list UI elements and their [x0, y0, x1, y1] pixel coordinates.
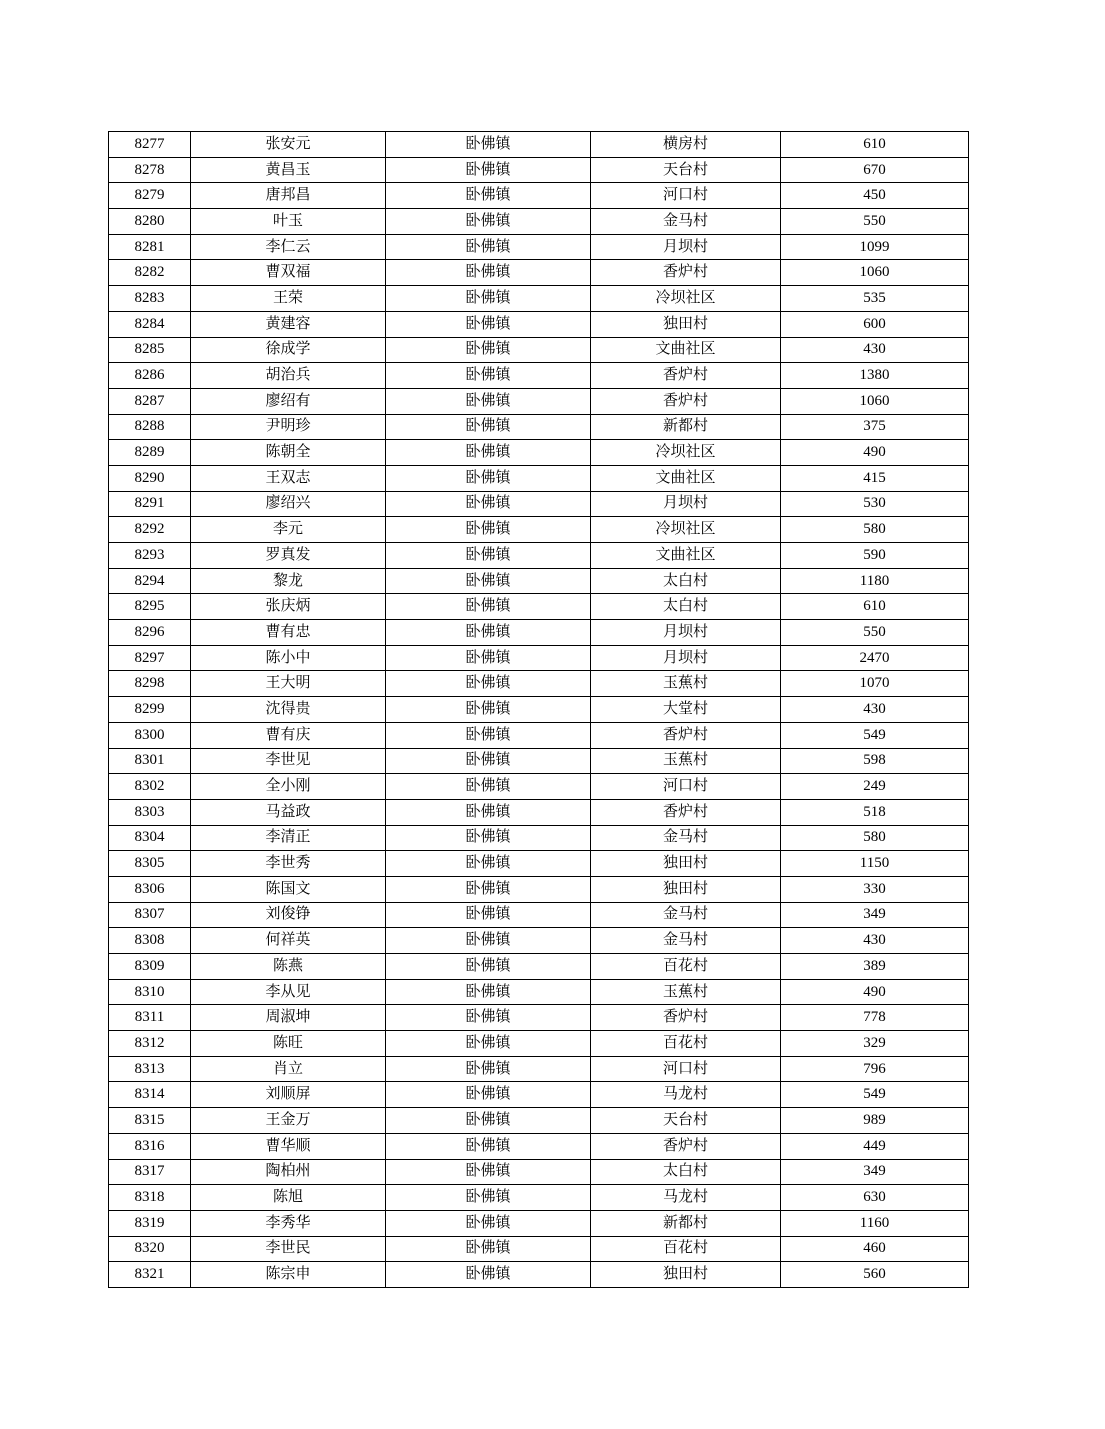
cell-name: 周淑坤 — [191, 1005, 386, 1031]
cell-amount: 1180 — [781, 568, 969, 594]
cell-amount: 600 — [781, 311, 969, 337]
cell-id: 8299 — [109, 697, 191, 723]
cell-town: 卧佛镇 — [386, 568, 591, 594]
cell-name: 陈宗申 — [191, 1262, 386, 1288]
cell-name: 叶玉 — [191, 209, 386, 235]
cell-name: 徐成学 — [191, 337, 386, 363]
cell-amount: 490 — [781, 440, 969, 466]
cell-amount: 535 — [781, 286, 969, 312]
cell-village: 大堂村 — [591, 697, 781, 723]
cell-name: 廖绍有 — [191, 388, 386, 414]
cell-id: 8282 — [109, 260, 191, 286]
table-row — [109, 928, 969, 954]
cell-id: 8296 — [109, 620, 191, 646]
cell-village: 马龙村 — [591, 1185, 781, 1211]
cell-id: 8304 — [109, 825, 191, 851]
table-row — [109, 440, 969, 466]
cell-amount: 580 — [781, 517, 969, 543]
cell-town: 卧佛镇 — [386, 157, 591, 183]
cell-village: 香炉村 — [591, 722, 781, 748]
cell-id: 8278 — [109, 157, 191, 183]
cell-id: 8295 — [109, 594, 191, 620]
cell-name: 黎龙 — [191, 568, 386, 594]
cell-town: 卧佛镇 — [386, 697, 591, 723]
cell-town: 卧佛镇 — [386, 1133, 591, 1159]
cell-amount: 549 — [781, 722, 969, 748]
cell-town: 卧佛镇 — [386, 260, 591, 286]
cell-village: 新都村 — [591, 1210, 781, 1236]
cell-name: 刘顺屏 — [191, 1082, 386, 1108]
cell-town: 卧佛镇 — [386, 363, 591, 389]
cell-village: 太白村 — [591, 1159, 781, 1185]
cell-village: 香炉村 — [591, 799, 781, 825]
cell-amount: 1380 — [781, 363, 969, 389]
cell-name: 王荣 — [191, 286, 386, 312]
cell-town: 卧佛镇 — [386, 825, 591, 851]
cell-name: 全小刚 — [191, 774, 386, 800]
cell-amount: 1060 — [781, 388, 969, 414]
cell-id: 8284 — [109, 311, 191, 337]
table-row — [109, 260, 969, 286]
cell-id: 8279 — [109, 183, 191, 209]
table-row — [109, 465, 969, 491]
cell-town: 卧佛镇 — [386, 928, 591, 954]
cell-id: 8285 — [109, 337, 191, 363]
cell-town: 卧佛镇 — [386, 902, 591, 928]
table-row — [109, 543, 969, 569]
cell-amount: 1060 — [781, 260, 969, 286]
cell-amount: 989 — [781, 1108, 969, 1134]
cell-town: 卧佛镇 — [386, 954, 591, 980]
cell-village: 月坝村 — [591, 620, 781, 646]
cell-id: 8321 — [109, 1262, 191, 1288]
cell-id: 8294 — [109, 568, 191, 594]
cell-name: 李世民 — [191, 1236, 386, 1262]
cell-id: 8300 — [109, 722, 191, 748]
cell-amount: 580 — [781, 825, 969, 851]
cell-amount: 796 — [781, 1056, 969, 1082]
cell-town: 卧佛镇 — [386, 645, 591, 671]
cell-town: 卧佛镇 — [386, 979, 591, 1005]
cell-town: 卧佛镇 — [386, 671, 591, 697]
cell-village: 玉蕉村 — [591, 748, 781, 774]
table-row — [109, 594, 969, 620]
cell-village: 马龙村 — [591, 1082, 781, 1108]
cell-id: 8298 — [109, 671, 191, 697]
cell-amount: 389 — [781, 954, 969, 980]
cell-id: 8293 — [109, 543, 191, 569]
cell-id: 8289 — [109, 440, 191, 466]
cell-name: 罗真发 — [191, 543, 386, 569]
table-row — [109, 1082, 969, 1108]
cell-name: 陈国文 — [191, 876, 386, 902]
cell-town: 卧佛镇 — [386, 1082, 591, 1108]
cell-amount: 430 — [781, 337, 969, 363]
cell-name: 陈朝全 — [191, 440, 386, 466]
cell-name: 曹有庆 — [191, 722, 386, 748]
cell-amount: 550 — [781, 620, 969, 646]
cell-amount: 430 — [781, 928, 969, 954]
cell-id: 8306 — [109, 876, 191, 902]
table-row — [109, 851, 969, 877]
cell-name: 曹有忠 — [191, 620, 386, 646]
cell-town: 卧佛镇 — [386, 543, 591, 569]
cell-name: 尹明珍 — [191, 414, 386, 440]
cell-id: 8297 — [109, 645, 191, 671]
table-row — [109, 671, 969, 697]
cell-name: 李从见 — [191, 979, 386, 1005]
table-row — [109, 1031, 969, 1057]
cell-name: 李元 — [191, 517, 386, 543]
table-row — [109, 311, 969, 337]
table-row — [109, 337, 969, 363]
cell-id: 8310 — [109, 979, 191, 1005]
cell-amount: 560 — [781, 1262, 969, 1288]
cell-town: 卧佛镇 — [386, 1056, 591, 1082]
cell-village: 河口村 — [591, 1056, 781, 1082]
table-row — [109, 1210, 969, 1236]
cell-town: 卧佛镇 — [386, 876, 591, 902]
cell-name: 李清正 — [191, 825, 386, 851]
cell-name: 李仁云 — [191, 234, 386, 260]
cell-name: 马益政 — [191, 799, 386, 825]
table-row — [109, 1005, 969, 1031]
table-row — [109, 902, 969, 928]
cell-town: 卧佛镇 — [386, 1159, 591, 1185]
cell-amount: 630 — [781, 1185, 969, 1211]
table-row — [109, 697, 969, 723]
cell-amount: 249 — [781, 774, 969, 800]
cell-id: 8315 — [109, 1108, 191, 1134]
cell-name: 王双志 — [191, 465, 386, 491]
table-row — [109, 234, 969, 260]
cell-town: 卧佛镇 — [386, 132, 591, 158]
cell-name: 黄昌玉 — [191, 157, 386, 183]
cell-id: 8308 — [109, 928, 191, 954]
cell-name: 唐邦昌 — [191, 183, 386, 209]
table-row — [109, 1236, 969, 1262]
cell-amount: 430 — [781, 697, 969, 723]
cell-amount: 330 — [781, 876, 969, 902]
cell-name: 王金万 — [191, 1108, 386, 1134]
table-row — [109, 132, 969, 158]
cell-name: 刘俊铮 — [191, 902, 386, 928]
cell-amount: 590 — [781, 543, 969, 569]
cell-town: 卧佛镇 — [386, 799, 591, 825]
cell-village: 冷坝社区 — [591, 440, 781, 466]
cell-town: 卧佛镇 — [386, 440, 591, 466]
cell-village: 独田村 — [591, 311, 781, 337]
cell-name: 陈旭 — [191, 1185, 386, 1211]
cell-id: 8316 — [109, 1133, 191, 1159]
cell-town: 卧佛镇 — [386, 1005, 591, 1031]
cell-village: 月坝村 — [591, 234, 781, 260]
cell-amount: 778 — [781, 1005, 969, 1031]
cell-village: 金马村 — [591, 825, 781, 851]
cell-village: 百花村 — [591, 954, 781, 980]
cell-village: 香炉村 — [591, 1133, 781, 1159]
cell-id: 8320 — [109, 1236, 191, 1262]
cell-amount: 610 — [781, 132, 969, 158]
cell-id: 8277 — [109, 132, 191, 158]
cell-id: 8319 — [109, 1210, 191, 1236]
cell-amount: 518 — [781, 799, 969, 825]
cell-village: 太白村 — [591, 568, 781, 594]
cell-village: 香炉村 — [591, 388, 781, 414]
cell-town: 卧佛镇 — [386, 1236, 591, 1262]
cell-name: 曹华顺 — [191, 1133, 386, 1159]
records-table — [108, 131, 969, 1288]
cell-id: 8291 — [109, 491, 191, 517]
cell-town: 卧佛镇 — [386, 748, 591, 774]
cell-town: 卧佛镇 — [386, 722, 591, 748]
cell-town: 卧佛镇 — [386, 491, 591, 517]
cell-amount: 1160 — [781, 1210, 969, 1236]
cell-id: 8302 — [109, 774, 191, 800]
cell-name: 陈旺 — [191, 1031, 386, 1057]
cell-amount: 349 — [781, 1159, 969, 1185]
cell-id: 8307 — [109, 902, 191, 928]
cell-id: 8292 — [109, 517, 191, 543]
cell-amount: 670 — [781, 157, 969, 183]
cell-town: 卧佛镇 — [386, 1108, 591, 1134]
cell-village: 文曲社区 — [591, 543, 781, 569]
cell-village: 文曲社区 — [591, 337, 781, 363]
cell-village: 天台村 — [591, 157, 781, 183]
table-row — [109, 209, 969, 235]
cell-id: 8280 — [109, 209, 191, 235]
table-row — [109, 414, 969, 440]
cell-amount: 610 — [781, 594, 969, 620]
cell-town: 卧佛镇 — [386, 517, 591, 543]
cell-village: 月坝村 — [591, 645, 781, 671]
cell-village: 金马村 — [591, 928, 781, 954]
table-row — [109, 517, 969, 543]
cell-town: 卧佛镇 — [386, 1031, 591, 1057]
cell-town: 卧佛镇 — [386, 414, 591, 440]
cell-amount: 490 — [781, 979, 969, 1005]
cell-id: 8312 — [109, 1031, 191, 1057]
table-row — [109, 620, 969, 646]
cell-town: 卧佛镇 — [386, 183, 591, 209]
cell-id: 8283 — [109, 286, 191, 312]
cell-town: 卧佛镇 — [386, 851, 591, 877]
cell-village: 月坝村 — [591, 491, 781, 517]
cell-amount: 1070 — [781, 671, 969, 697]
cell-name: 张庆炳 — [191, 594, 386, 620]
cell-amount: 530 — [781, 491, 969, 517]
cell-village: 文曲社区 — [591, 465, 781, 491]
cell-town: 卧佛镇 — [386, 1185, 591, 1211]
cell-id: 8317 — [109, 1159, 191, 1185]
table-row — [109, 363, 969, 389]
table-row — [109, 491, 969, 517]
cell-town: 卧佛镇 — [386, 1210, 591, 1236]
cell-village: 香炉村 — [591, 260, 781, 286]
cell-name: 张安元 — [191, 132, 386, 158]
cell-amount: 415 — [781, 465, 969, 491]
table-row — [109, 722, 969, 748]
cell-village: 独田村 — [591, 1262, 781, 1288]
cell-village: 香炉村 — [591, 363, 781, 389]
cell-village: 新都村 — [591, 414, 781, 440]
cell-name: 何祥英 — [191, 928, 386, 954]
cell-name: 曹双福 — [191, 260, 386, 286]
cell-name: 王大明 — [191, 671, 386, 697]
table-row — [109, 286, 969, 312]
cell-village: 独田村 — [591, 851, 781, 877]
table-row — [109, 157, 969, 183]
cell-id: 8288 — [109, 414, 191, 440]
cell-village: 玉蕉村 — [591, 979, 781, 1005]
cell-id: 8290 — [109, 465, 191, 491]
cell-village: 冷坝社区 — [591, 286, 781, 312]
cell-id: 8305 — [109, 851, 191, 877]
cell-name: 胡治兵 — [191, 363, 386, 389]
cell-amount: 550 — [781, 209, 969, 235]
cell-id: 8309 — [109, 954, 191, 980]
cell-town: 卧佛镇 — [386, 286, 591, 312]
table-row — [109, 1262, 969, 1288]
table-row — [109, 645, 969, 671]
table-row — [109, 799, 969, 825]
cell-village: 天台村 — [591, 1108, 781, 1134]
table-row — [109, 568, 969, 594]
cell-town: 卧佛镇 — [386, 209, 591, 235]
cell-amount: 449 — [781, 1133, 969, 1159]
cell-town: 卧佛镇 — [386, 388, 591, 414]
cell-name: 陈小中 — [191, 645, 386, 671]
table-row — [109, 876, 969, 902]
table-row — [109, 1056, 969, 1082]
cell-name: 肖立 — [191, 1056, 386, 1082]
cell-id: 8286 — [109, 363, 191, 389]
cell-name: 李秀华 — [191, 1210, 386, 1236]
cell-id: 8313 — [109, 1056, 191, 1082]
table-row — [109, 388, 969, 414]
cell-town: 卧佛镇 — [386, 774, 591, 800]
cell-village: 河口村 — [591, 183, 781, 209]
cell-village: 河口村 — [591, 774, 781, 800]
table-row — [109, 774, 969, 800]
cell-town: 卧佛镇 — [386, 465, 591, 491]
cell-village: 横房村 — [591, 132, 781, 158]
cell-id: 8314 — [109, 1082, 191, 1108]
cell-name: 李世秀 — [191, 851, 386, 877]
cell-village: 独田村 — [591, 876, 781, 902]
cell-name: 李世见 — [191, 748, 386, 774]
cell-id: 8287 — [109, 388, 191, 414]
cell-town: 卧佛镇 — [386, 337, 591, 363]
cell-amount: 329 — [781, 1031, 969, 1057]
table-row — [109, 979, 969, 1005]
cell-village: 金马村 — [591, 209, 781, 235]
cell-name: 沈得贵 — [191, 697, 386, 723]
cell-amount: 349 — [781, 902, 969, 928]
cell-amount: 598 — [781, 748, 969, 774]
table-row — [109, 1159, 969, 1185]
table-row — [109, 954, 969, 980]
table-row — [109, 1133, 969, 1159]
cell-amount: 450 — [781, 183, 969, 209]
cell-town: 卧佛镇 — [386, 594, 591, 620]
cell-town: 卧佛镇 — [386, 311, 591, 337]
table-row — [109, 748, 969, 774]
cell-town: 卧佛镇 — [386, 620, 591, 646]
cell-amount: 549 — [781, 1082, 969, 1108]
cell-town: 卧佛镇 — [386, 1262, 591, 1288]
cell-village: 太白村 — [591, 594, 781, 620]
cell-id: 8303 — [109, 799, 191, 825]
cell-village: 冷坝社区 — [591, 517, 781, 543]
cell-amount: 1150 — [781, 851, 969, 877]
cell-id: 8318 — [109, 1185, 191, 1211]
cell-amount: 460 — [781, 1236, 969, 1262]
cell-village: 百花村 — [591, 1031, 781, 1057]
records-table-body — [109, 132, 969, 1288]
cell-name: 黄建容 — [191, 311, 386, 337]
cell-id: 8301 — [109, 748, 191, 774]
cell-village: 玉蕉村 — [591, 671, 781, 697]
cell-name: 廖绍兴 — [191, 491, 386, 517]
cell-amount: 1099 — [781, 234, 969, 260]
table-row — [109, 825, 969, 851]
cell-name: 陈燕 — [191, 954, 386, 980]
cell-village: 百花村 — [591, 1236, 781, 1262]
table-row — [109, 183, 969, 209]
cell-id: 8311 — [109, 1005, 191, 1031]
table-row — [109, 1108, 969, 1134]
table-row — [109, 1185, 969, 1211]
cell-amount: 2470 — [781, 645, 969, 671]
cell-name: 陶柏州 — [191, 1159, 386, 1185]
cell-village: 金马村 — [591, 902, 781, 928]
cell-id: 8281 — [109, 234, 191, 260]
cell-village: 香炉村 — [591, 1005, 781, 1031]
cell-town: 卧佛镇 — [386, 234, 591, 260]
cell-amount: 375 — [781, 414, 969, 440]
